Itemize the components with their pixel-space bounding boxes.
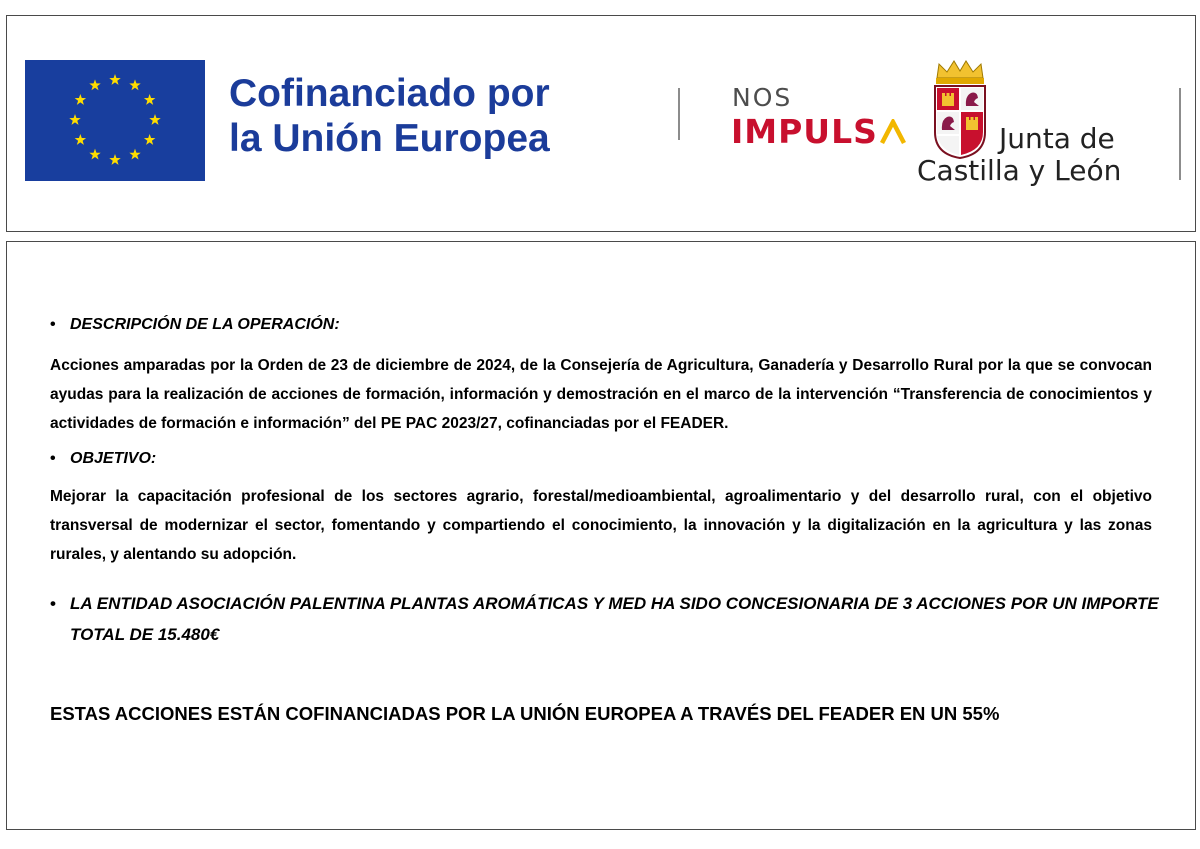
jcyl-text-line2: Castilla y León <box>917 154 1122 187</box>
impulsa-logo <box>731 112 906 151</box>
section-description-text: Acciones amparadas por la Orden de 23 de diciembre de 2024, de la Consejería de Agricultura, Ganadería y Desarrollo Rural por la que se convocan ayudas para la realización de acciones de formación, información y demostración en el marco de la intervención “Transferencia de conocimientos y actividades de formación e información” del PE PAC 2023/27, cofinanciadas por el FEADER. <box>50 357 1152 432</box>
section-objective-title: • OBJETIVO: <box>50 450 157 467</box>
header-logos-box <box>6 15 1196 232</box>
separator-line <box>1179 88 1181 180</box>
bullet-icon: • <box>50 316 56 333</box>
eu-flag-icon <box>25 60 205 181</box>
eu-text-line1: Cofinanciado por <box>229 72 550 115</box>
impulsa-a-mark-icon <box>880 119 906 145</box>
section-objective-text: Mejorar la capacitación profesional de los sectores agrario, forestal/medioambiental, agroalimentario y del desarrollo rural, con el objetivo transversal de modernizar el sector, fomentando y compartiendo el conocimiento, la innovación y la digitalización en la agricultura y las zonas rurales, y alentando su adopción. <box>50 488 1152 563</box>
section-description-title: • DESCRIPCIÓN DE LA OPERACIÓN: <box>50 316 340 333</box>
cofinancing-statement: ESTAS ACCIONES ESTÁN COFINANCIADAS POR LA UNIÓN EUROPEA A TRAVÉS DEL FEADER EN UN 55% <box>50 703 1000 724</box>
separator-line <box>678 88 680 140</box>
impulsa-text: IMPULS <box>731 112 878 151</box>
eu-cofinancing-text <box>229 71 550 161</box>
castilla-leon-crest-icon <box>929 58 991 160</box>
eu-text-line2: la Unión Europea <box>229 117 550 160</box>
bullet-icon: • <box>50 594 56 613</box>
section-grant-text: • LA ENTIDAD ASOCIACIÓN PALENTINA PLANTAS AROMÁTICAS Y MED HA SIDO CONCESIONARIA DE 3 ACCIONES POR UN IMPORTE TOTAL DE 15.480€ <box>50 588 1180 650</box>
jcyl-text-line1: Junta de <box>999 122 1115 155</box>
bullet-icon: • <box>50 450 56 467</box>
nos-text: NOS <box>732 83 793 112</box>
